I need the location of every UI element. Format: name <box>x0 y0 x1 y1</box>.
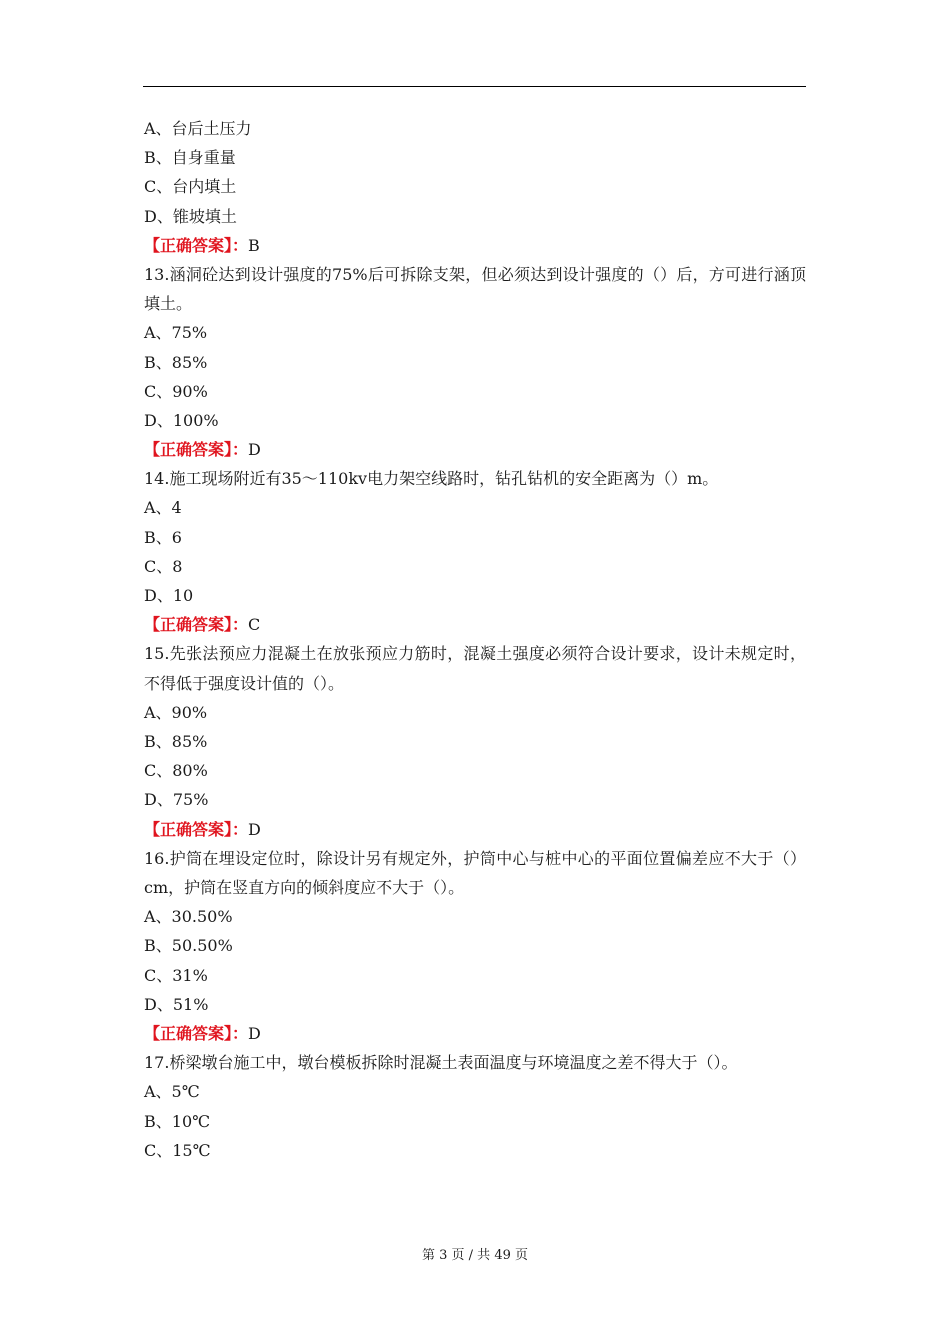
option-d: D、100% <box>144 410 219 430</box>
answer-line <box>144 610 806 639</box>
question-17 <box>144 1048 806 1165</box>
option-c: C、90% <box>144 381 208 401</box>
option-b: B、10℃ <box>144 1111 211 1131</box>
answer-label: 【正确答案】 <box>144 615 233 635</box>
question-text: 14.施工现场附近有35～110kv电力架空线路时，钻孔钻机的安全距离为（）m。 <box>144 469 719 489</box>
question-text: 16.护筒在埋设定位时，除设计另有规定外，护筒中心与桩中心的平面位置偏差应不大于（）cm，护筒在竖直方向的倾斜度应不大于（）。 <box>144 848 806 897</box>
option-d: D、75% <box>144 790 209 810</box>
option-d: D、10 <box>144 586 194 606</box>
question-text: 17.桥梁墩台施工中，墩台模板拆除时混凝土表面温度与环境温度之差不得大于（）。 <box>144 1053 738 1073</box>
option-a: A、台后土压力 <box>144 119 252 138</box>
answer-line <box>144 231 806 260</box>
option-b: B、自身重量 <box>144 148 236 168</box>
option-c: C、15℃ <box>144 1140 211 1160</box>
page-content <box>144 114 806 1165</box>
answer-label: 【正确答案】 <box>144 1023 233 1043</box>
option-d: D、51% <box>144 994 209 1014</box>
answer-value: C <box>248 615 261 635</box>
answer-label: 【正确答案】 <box>144 235 233 255</box>
answer-separator: ： <box>232 615 249 635</box>
option-a: A、5℃ <box>144 1082 200 1102</box>
option-c: C、80% <box>144 761 208 781</box>
answer-value: D <box>248 819 261 839</box>
option-a: A、90% <box>144 702 208 722</box>
answer-value: D <box>248 440 261 460</box>
question-text: 13.涵洞砼达到设计强度的75%后可拆除支架，但必须达到设计强度的（）后，方可进行涵顶填土。 <box>144 264 806 314</box>
answer-separator: ： <box>232 440 249 460</box>
answer-label: 【正确答案】 <box>144 819 233 839</box>
option-c: C、8 <box>144 556 183 576</box>
answer-separator: ： <box>232 819 249 839</box>
answer-value: D <box>248 1023 261 1043</box>
answer-line <box>144 435 806 464</box>
option-a: A、75% <box>144 323 208 343</box>
option-b: B、85% <box>144 352 208 372</box>
question-15 <box>144 639 806 843</box>
answer-value: B <box>248 235 260 255</box>
question-14 <box>144 464 806 639</box>
page-footer: 第 3 页 / 共 49 页 <box>422 1248 528 1263</box>
option-c: C、台内填土 <box>144 177 237 197</box>
option-b: B、50.50% <box>144 936 233 956</box>
header-rule <box>143 86 806 87</box>
answer-separator: ： <box>232 1023 249 1043</box>
question-16 <box>144 844 806 1048</box>
answer-line <box>144 1019 806 1048</box>
option-b: B、85% <box>144 732 208 752</box>
option-b: B、6 <box>144 527 182 547</box>
option-a: A、30.50% <box>144 907 233 927</box>
answer-separator: ： <box>232 235 249 255</box>
answer-line <box>144 815 806 844</box>
option-c: C、31% <box>144 965 208 985</box>
question-text: 15.先张法预应力混凝土在放张预应力筋时，混凝土强度必须符合设计要求，设计未规定时，不得低于强度设计值的（）。 <box>144 644 806 693</box>
option-a: A、4 <box>144 498 182 518</box>
answer-label: 【正确答案】 <box>144 440 233 460</box>
option-d: D、锥坡填土 <box>144 206 237 226</box>
question-13 <box>144 260 806 464</box>
question-12-options <box>144 114 806 260</box>
